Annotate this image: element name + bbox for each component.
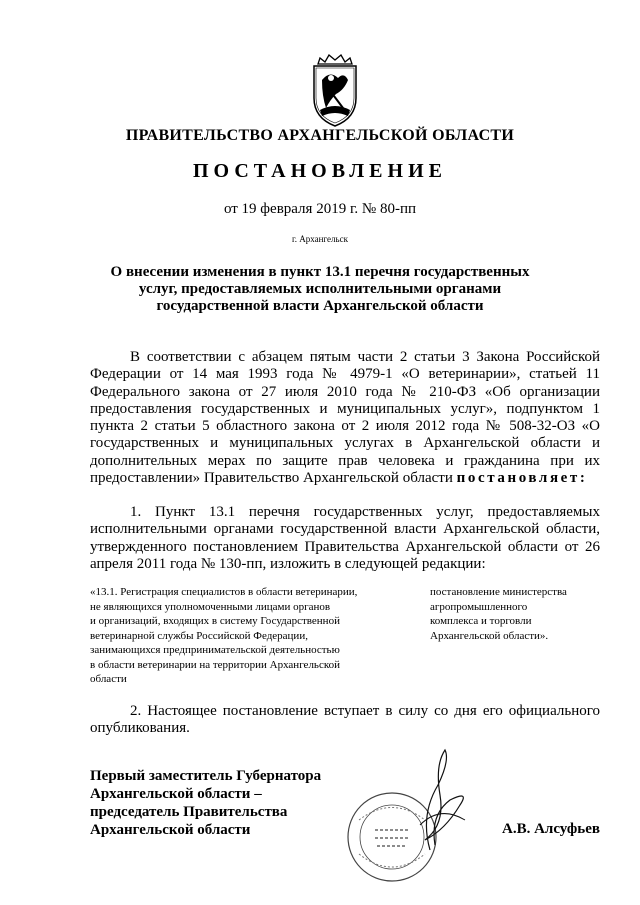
table-line: комплекса и торговли xyxy=(430,615,532,627)
title-line: О внесении изменения в пункт 13.1 перечня государственных xyxy=(110,264,530,280)
signatory-position xyxy=(90,767,321,839)
title-line: услуг, предоставляемых исполнительными органами xyxy=(138,281,502,297)
table-line: области xyxy=(90,673,127,685)
table-line: ветеринарной службы Российской Федерации, xyxy=(90,629,308,642)
document-place: г. Архангельск xyxy=(292,234,348,244)
table-line: не являющихся уполномоченными лицами органов xyxy=(90,600,331,613)
table-line: в области ветеринарии на территории Архангельской xyxy=(90,658,341,671)
table-line: агропромышленного xyxy=(430,600,528,613)
table-line: занимающихся предпринимательской деятельностью xyxy=(90,644,340,656)
body-paragraph-2: 1. Пункт 13.1 перечня государственных услуг, предоставляемых исполнительными органами государственной власти Архангельской области, утвержденного постановлением Правительства Архангельской области от 26 апреля 2011 года № 130-пп, изложить в следующей редакции: xyxy=(90,504,600,572)
organization-heading: ПРАВИТЕЛЬСТВО АРХАНГЕЛЬСКОЙ ОБЛАСТИ xyxy=(125,127,515,144)
table-cell-authority xyxy=(430,585,605,643)
table-cell-service xyxy=(90,585,415,687)
decree-word: постановляет: xyxy=(456,470,588,487)
table-line: «13.1. Регистрация специалистов в области ветеринарии, xyxy=(90,586,358,598)
table-line: и организаций, входящих в систему Государственной xyxy=(90,615,340,627)
document-date-number: от 19 февраля 2019 г. № 80-пп xyxy=(223,201,417,217)
document-title xyxy=(0,264,640,315)
table-line: Архангельской области». xyxy=(430,629,549,642)
position-line: Архангельской области – xyxy=(90,786,262,802)
title-line: государственной власти Архангельской области xyxy=(156,298,484,314)
handwritten-signature xyxy=(390,745,480,855)
body-paragraph-3: 2. Настоящее постановление вступает в силу со дня его официального опубликования. xyxy=(90,703,600,737)
body-paragraph-1 xyxy=(90,349,600,487)
position-line: председатель Правительства xyxy=(90,804,288,820)
table-line: постановление министерства xyxy=(430,586,567,598)
signatory-name: А.В. Алсуфьев xyxy=(502,821,600,837)
document-type: ПОСТАНОВЛЕНИЕ xyxy=(193,160,447,182)
coat-of-arms-emblem xyxy=(300,50,370,130)
position-line: Архангельской области xyxy=(90,822,251,838)
position-line: Первый заместитель Губернатора xyxy=(90,768,322,784)
paragraph-text: В соответствии с абзацем пятым части 2 статьи 3 Закона Российской Федерации от 14 мая 1993 года № 4979-1 «О ветеринарии», статьей 11 Федерального закона от 27 июля 2010 года № 210-ФЗ «Об организации предоставления государственных и муниципальных услуг», подпунктом 1 пункта 2 статьи 5 областного закона от 2 июля 2012 года № 508-32-ОЗ «О государственных и муниципальных услугах в Архангельской области и дополнительных мерах по защите прав человека и гражданина при их предоставлении» Правительство Архангельской области xyxy=(90,349,600,487)
